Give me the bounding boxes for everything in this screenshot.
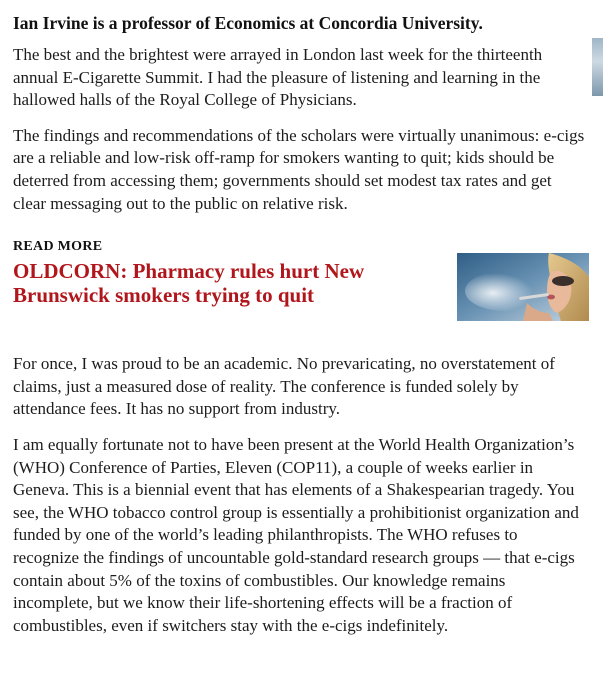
read-more-headline-link[interactable]: OLDCORN: Pharmacy rules hurt New Brunswick smokers trying to quit <box>13 259 365 308</box>
read-more-thumbnail[interactable] <box>457 253 589 321</box>
author-byline: Ian Irvine is a professor of Economics at Concordia University. <box>13 13 483 33</box>
article-paragraph-1: The best and the brightest were arrayed in London last week for the thirteenth annual E-Cigarette Summit. I had the pleasure of listening and learning in the hallowed halls of the Royal College of Physicians. <box>13 45 543 110</box>
woman-vaping-photo-icon <box>457 253 589 321</box>
article-paragraph-3: For once, I was proud to be an academic. No prevaricating, no overstatement of claims, just a measured dose of reality. The conference is funded solely by attendance fees. It has no support from industry. <box>13 354 555 419</box>
read-more-label: READ MORE <box>13 239 103 255</box>
article-paragraph-2: The findings and recommendations of the scholars were virtually unanimous: e-cigs are a reliable and low-risk off-ramp for smokers wanting to quit; kids should be deterred from accessing them; governments should set modest tax rates and get clear messaging out to the public on relative risk. <box>13 125 585 213</box>
read-more-promo[interactable] <box>13 259 585 347</box>
side-ad-edge-image[interactable] <box>592 38 603 96</box>
article-body <box>13 12 585 650</box>
article-paragraph-4: I am equally fortunate not to have been present at the World Health Organization’s (WHO) Conference of Parties, Eleven (COP11), a couple of weeks earlier in Geneva. This is a biennial event that has elements of a Shakespearian tragedy. You see, the WHO tobacco control group is essentially a prohibitionist organization and funded by one of the world’s leading philanthropists. The WHO refuses to recognize the findings of uncountable gold-standard research groups — that e-cigs contain about 5% of the toxins of combustibles. Our knowledge remains incomplete, but we know their life-shortening effects will be a fraction of combustibles, even if switchers stay with the e-cigs indefinitely. <box>13 434 579 635</box>
